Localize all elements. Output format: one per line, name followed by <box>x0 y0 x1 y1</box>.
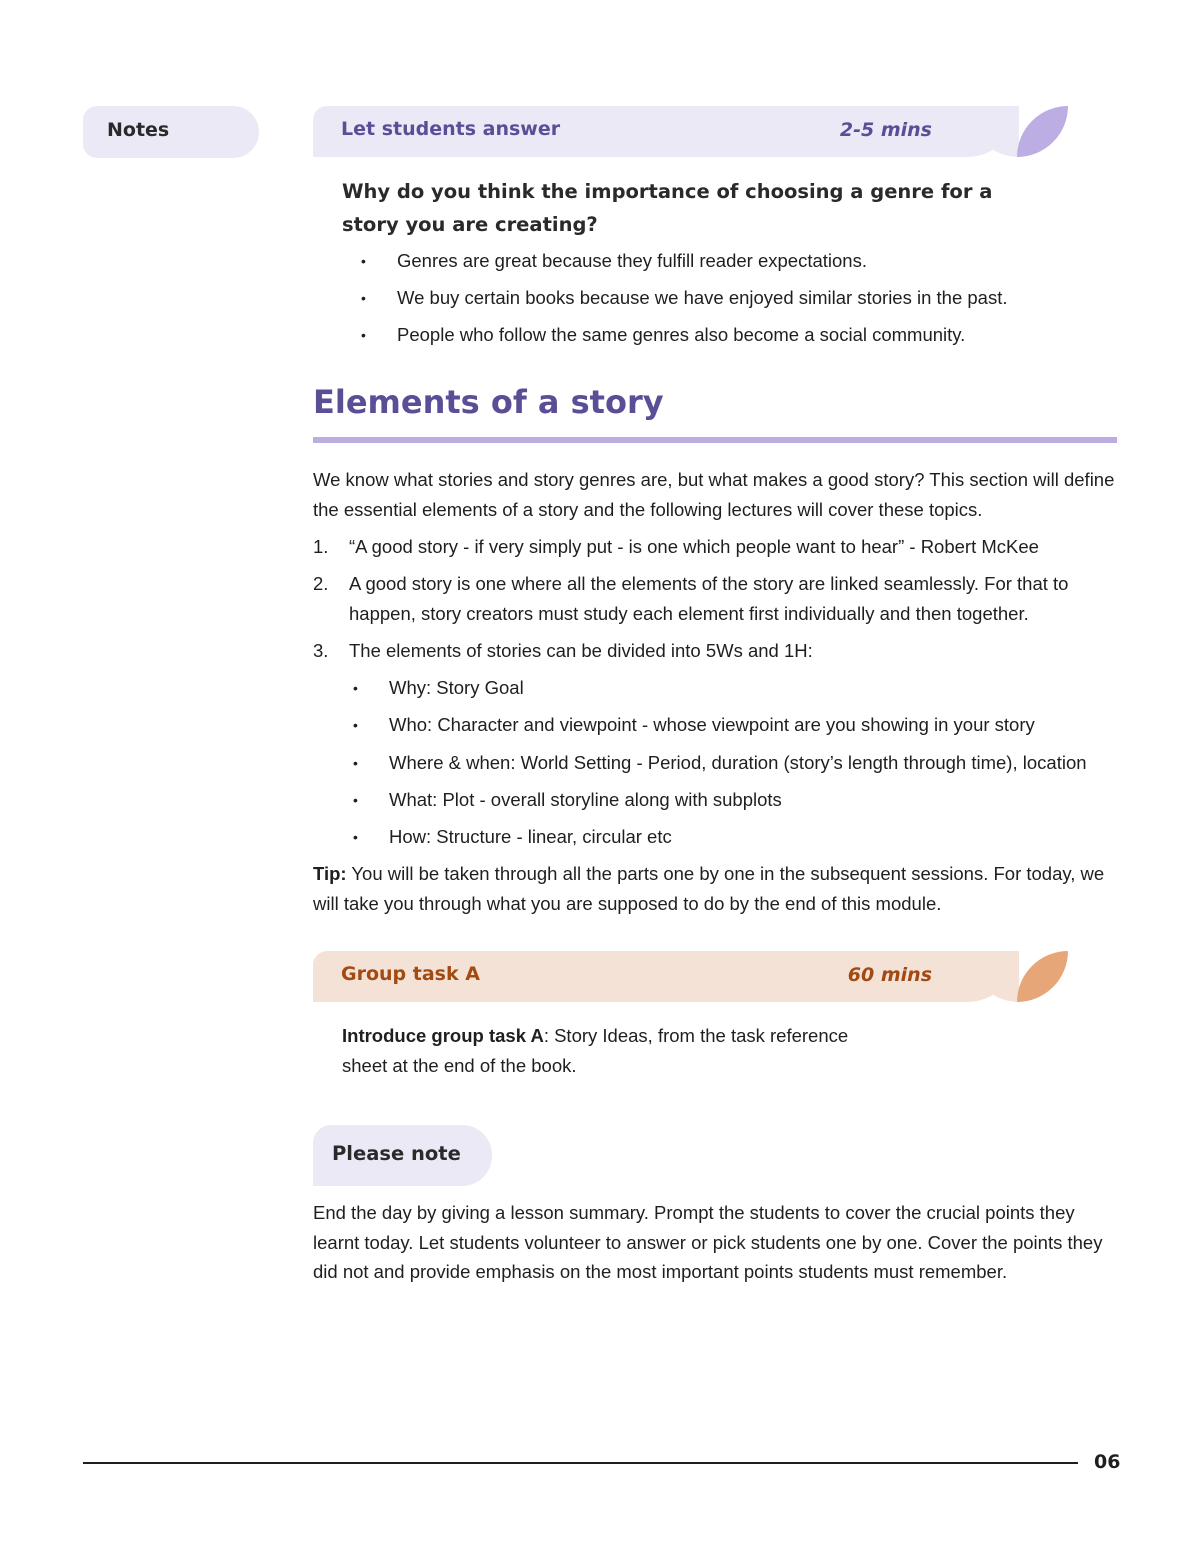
group-task-instructions <box>342 1021 882 1081</box>
list-item <box>349 785 1087 822</box>
activity-banner-group-task-a <box>313 951 1068 1002</box>
list-number: 2. <box>313 573 329 594</box>
activity-banner-let-students-answer <box>313 106 1068 157</box>
activity-duration: 60 mins <box>847 964 932 986</box>
heading-underline <box>313 437 1117 443</box>
notes-tab: Notes <box>83 106 259 158</box>
task-intro-bold: Introduce group task A <box>342 1025 544 1046</box>
activity-duration: 2-5 mins <box>839 119 932 141</box>
story-elements-list <box>349 673 1087 859</box>
list-item-text: How: Structure - linear, circular etc <box>389 826 672 848</box>
bullet-icon: • <box>361 327 366 343</box>
section-heading: Elements of a story <box>313 383 664 421</box>
list-item-text: People who follow the same genres also become a social community. <box>397 324 966 345</box>
bullet-icon: • <box>353 717 358 734</box>
list-item-text: Genres are great because they fulfill reader expectations. <box>397 250 867 271</box>
footer-divider <box>83 1462 1078 1464</box>
discussion-question: Why do you think the importance of choosing a genre for a story you are creating? <box>342 180 993 236</box>
page-number: 06 <box>1094 1451 1121 1473</box>
bullet-icon: • <box>361 253 366 269</box>
list-number: 3. <box>313 639 329 661</box>
bullet-icon: • <box>353 680 358 696</box>
list-item-text: The elements of stories can be divided into 5Ws and 1H: <box>349 639 813 661</box>
bullet-icon: • <box>353 754 358 771</box>
list-item <box>349 673 1087 710</box>
list-item <box>313 532 1118 562</box>
bullet-icon: • <box>353 829 358 846</box>
tip-paragraph <box>313 859 1118 918</box>
list-item <box>349 710 1087 747</box>
leaf-icon <box>1017 106 1068 157</box>
list-item <box>349 748 1087 785</box>
list-item <box>349 822 1087 859</box>
please-note-tab: Please note <box>313 1125 492 1186</box>
list-item-text: Why: Story Goal <box>389 677 524 698</box>
section-intro: We know what stories and story genres are, but what makes a good story? This section will define the essential elements of a story and the following lectures will cover these topics. <box>313 469 1115 520</box>
list-item-text: Where & when: World Setting - Period, duration (story’s length through time), location <box>389 751 1087 773</box>
answer-list <box>342 246 1007 357</box>
leaf-icon <box>1017 951 1068 1002</box>
list-item-text: Who: Character and viewpoint - whose viewpoint are you showing in your story <box>389 714 1035 736</box>
list-item <box>342 320 1007 357</box>
list-item <box>342 246 1007 283</box>
bullet-icon: • <box>353 791 358 808</box>
list-item-text: A good story is one where all the elements of the story are linked seamlessly. For that to happen, story creators must study each element first individually and then together. <box>349 573 1069 624</box>
list-item <box>313 569 1118 628</box>
list-number: 1. <box>313 536 329 557</box>
list-item-text: We buy certain books because we have enjoyed similar stories in the past. <box>397 287 1008 308</box>
list-item-text: What: Plot - overall storyline along with subplots <box>389 788 782 810</box>
task-intro-text: : Story Ideas, from the task reference sheet at the end of the book. <box>342 1025 849 1076</box>
list-item <box>342 283 1007 320</box>
list-item <box>313 636 1118 666</box>
closing-paragraph: End the day by giving a lesson summary. Prompt the students to cover the crucial points they learnt today. Let students volunteer to answer or pick students one by one. Cover the points they did not and provide emphasis on the most important points students must remember. <box>313 1202 1103 1282</box>
numbered-list <box>313 532 1118 673</box>
tip-label: Tip: <box>313 863 347 884</box>
list-item-text: “A good story - if very simply put - is one which people want to hear” - Robert McKee <box>349 536 1039 557</box>
bullet-icon: • <box>361 290 366 306</box>
activity-title: Group task A <box>341 963 480 985</box>
tip-text: You will be taken through all the parts one by one in the subsequent sessions. For today, we will take you through what you are supposed to do by the end of this module. <box>313 863 1105 914</box>
activity-title: Let students answer <box>341 118 561 140</box>
